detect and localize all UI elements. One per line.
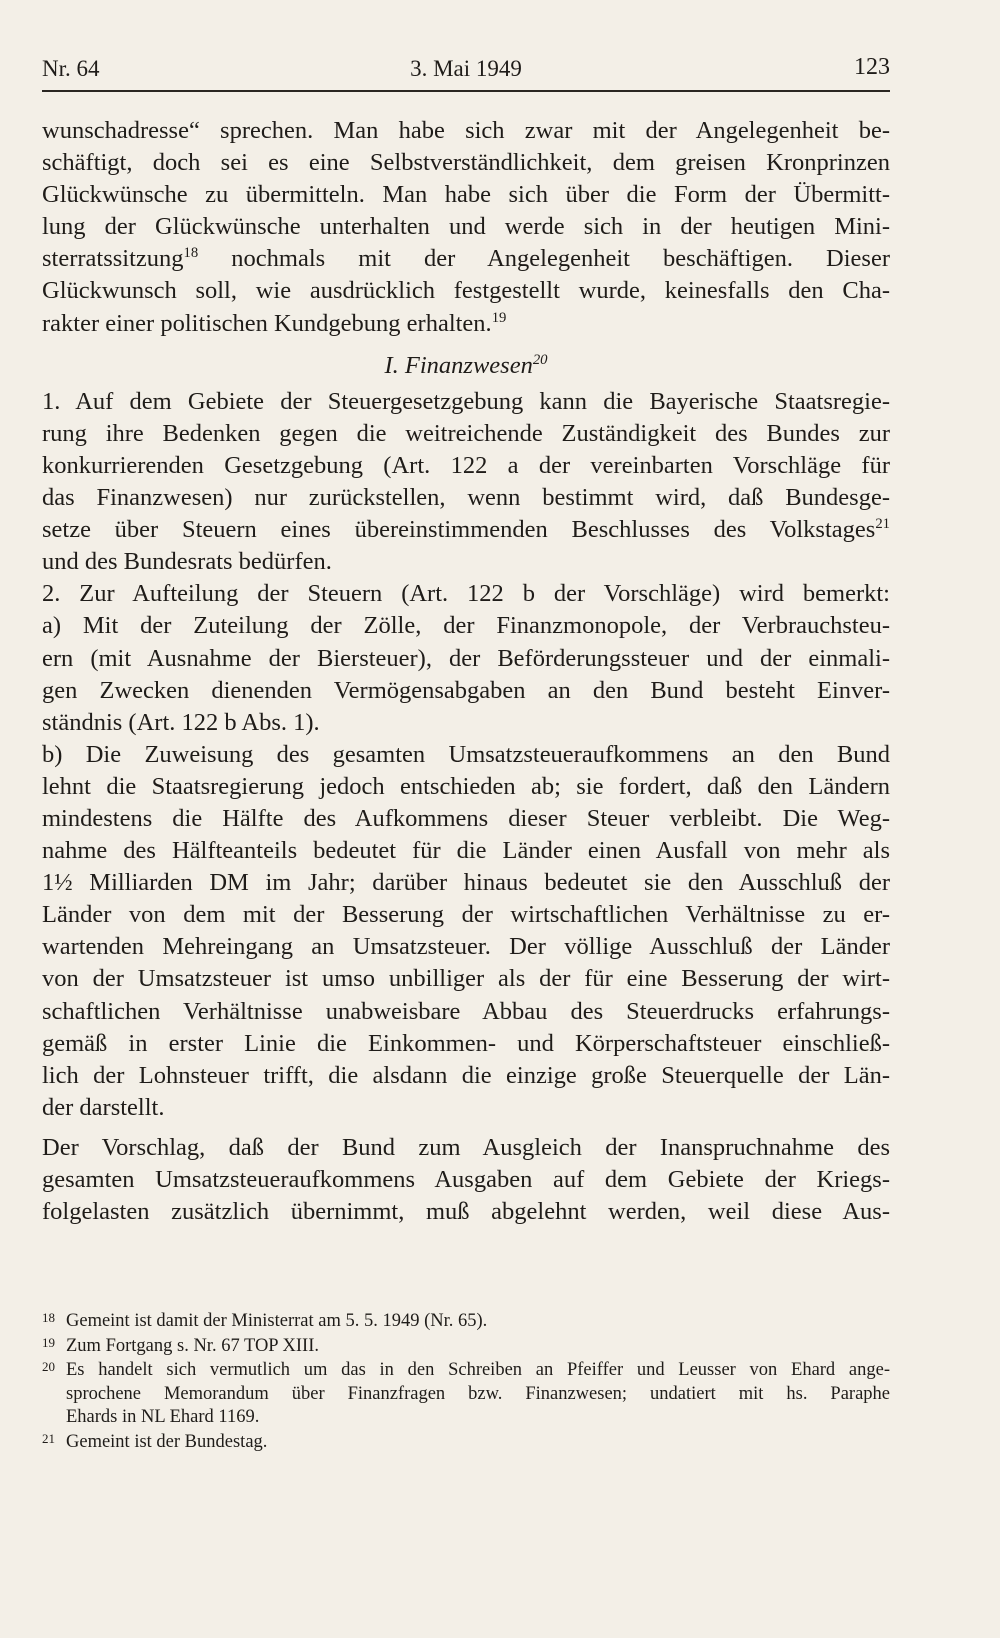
text-line: a) Mit der Zuteilung der Zölle, der Finanzmonopole, der Verbrauchsteu- — [42, 612, 890, 640]
text-line: folgelasten zusätzlich übernimmt, muß abgelehnt werden, weil diese Aus- — [42, 1198, 890, 1226]
paragraph-point-2b — [42, 739, 890, 1124]
text-line: das Finanzwesen) nur zurückstellen, wenn bestimmt wird, daß Bundesge- — [42, 484, 890, 512]
text-fragment: rakter einer politischen Kundgebung erhalten. — [42, 309, 492, 337]
text-line: schaftlichen Verhältnisse unabweisbare Abbau des Steuerdrucks erfahrungs- — [42, 997, 890, 1025]
footnote — [42, 1335, 890, 1359]
text-line — [42, 243, 890, 275]
section-heading — [42, 350, 890, 382]
text-line: wunschadresse“ sprechen. Man habe sich zwar mit der Angelegenheit be- — [42, 117, 890, 144]
paragraph-point-2a — [42, 610, 890, 738]
footnote-number: 21 — [42, 1430, 55, 1446]
footnote-ref: 20 — [532, 351, 548, 368]
footnotes — [42, 1310, 890, 1455]
footnote-line: Zum Fortgang s. Nr. 67 TOP XIII. — [66, 1335, 320, 1356]
text-fragment: setze über Steuern eines übereinstimmenden Beschlusses des Volkstages — [42, 516, 876, 544]
footnote-ref: 19 — [491, 309, 507, 326]
paragraph-point-2 — [42, 578, 890, 610]
header-date: 3. Mai 1949 — [410, 56, 522, 81]
text-line: wartenden Mehreingang an Umsatzsteuer. Der völlige Ausschluß der Länder — [42, 933, 890, 961]
text-fragment: sterratssitzung — [42, 245, 184, 273]
text-line: gen Zwecken dienenden Vermögensabgaben an den Bund besteht Einver- — [42, 676, 890, 704]
footnote-ref: 21 — [875, 516, 890, 533]
paragraph-gap — [42, 1124, 890, 1132]
text-line: rung ihre Bedenken gegen die weitreichende Zuständigkeit des Bundes zur — [42, 419, 890, 447]
text-line: Der Vorschlag, daß der Bund zum Ausgleich der Inanspruchnahme des — [42, 1133, 890, 1161]
running-header — [42, 54, 890, 90]
text-line: und des Bundesrats bedürfen. — [42, 548, 332, 576]
text-line: gemäß in erster Linie die Einkommen- und Körperschaftsteuer einschließ- — [42, 1029, 890, 1057]
text-line: der darstellt. — [42, 1093, 165, 1121]
paragraph-intro — [42, 115, 890, 340]
text-line: lung der Glückwünsche unterhalten und werde sich in der heutigen Mini- — [42, 213, 890, 241]
text-line: lehnt die Staatsregierung jedoch entschieden ab; sie fordert, daß den Ländern — [42, 772, 890, 800]
footnote-text — [66, 1359, 890, 1430]
text-line: konkurrierenden Gesetzgebung (Art. 122 a der vereinbarten Vorschläge für — [42, 451, 890, 479]
footnote — [42, 1359, 890, 1430]
text-line: schäftigt, doch sei es eine Selbstverständlichkeit, dem greisen Kronprinzen — [42, 149, 890, 177]
footnote-ref: 18 — [183, 245, 199, 262]
text-fragment: nochmals mit der Angelegenheit beschäftigen. Dieser — [198, 245, 890, 273]
text-line: gesamten Umsatzsteueraufkommens Ausgaben auf dem Gebiete der Kriegs- — [42, 1166, 890, 1193]
text-line: ern (mit Ausnahme der Biersteuer), der Beförderungssteuer und der einmali- — [42, 644, 890, 672]
text-line — [42, 514, 890, 546]
text-line: lich der Lohnsteuer trifft, die alsdann die einzige große Steuerquelle der Län- — [42, 1061, 890, 1089]
footnote-line: Ehards in NL Ehard 1169. — [66, 1407, 260, 1427]
footnote-text — [66, 1335, 890, 1359]
footnote-text — [66, 1431, 890, 1455]
footnote-line: sprochene Memorandum über Finanzfragen bzw. Finanzwesen; undatiert mit hs. Paraphe — [66, 1383, 890, 1404]
footnote-number: 18 — [42, 1310, 55, 1325]
text-line: nahme des Hälfteanteils bedeutet für die Länder einen Ausfall von mehr als — [42, 837, 890, 865]
text-line: mindestens die Hälfte des Aufkommens dieser Steuer verbleibt. Die Weg- — [42, 804, 890, 832]
section-title: I. Finanzwesen — [384, 351, 533, 379]
footnote-line: Gemeint ist der Bundestag. — [66, 1431, 268, 1452]
text-line: 1½ Milliarden DM im Jahr; darüber hinaus bedeutet sie den Ausschluß der — [42, 869, 890, 897]
paragraph-point-1 — [42, 386, 890, 579]
text-line: 2. Zur Aufteilung der Steuern (Art. 122 b der Vorschläge) wird bemerkt: — [42, 580, 890, 608]
header-rule — [42, 90, 890, 92]
text-line: ständnis (Art. 122 b Abs. 1). — [42, 708, 320, 736]
footnote-number: 19 — [42, 1334, 55, 1350]
text-line — [42, 308, 890, 340]
text-line: Glückwünsche zu übermitteln. Man habe sich über die Form der Übermitt- — [42, 181, 890, 209]
footnote-text — [66, 1310, 890, 1334]
document-number: Nr. 64 — [42, 56, 100, 81]
page-number: 123 — [854, 54, 890, 80]
footnote — [42, 1310, 890, 1334]
footnote-line: Gemeint ist damit der Ministerrat am 5. 5. 1949 (Nr. 65). — [66, 1311, 488, 1331]
text-line: Glückwunsch soll, wie ausdrücklich festgestellt wurde, keinesfalls den Cha- — [42, 277, 890, 305]
text-line: 1. Auf dem Gebiete der Steuergesetzgebung kann die Bayerische Staatsregie- — [42, 387, 890, 415]
text-line: Länder von dem mit der Besserung der wirtschaftlichen Verhältnisse zu er- — [42, 901, 890, 929]
footnote — [42, 1431, 890, 1455]
text-line: von der Umsatzsteuer ist umso unbilliger als der für eine Besserung der wirt- — [42, 965, 890, 993]
footnote-line: Es handelt sich vermutlich um das in den Schreiben an Pfeiffer und Leusser von Ehard ange- — [66, 1360, 890, 1380]
paragraph-proposal — [42, 1132, 890, 1228]
text-line: b) Die Zuweisung des gesamten Umsatzsteueraufkommens an den Bund — [42, 740, 890, 768]
footnote-number: 20 — [42, 1359, 55, 1374]
main-text — [42, 115, 890, 1228]
